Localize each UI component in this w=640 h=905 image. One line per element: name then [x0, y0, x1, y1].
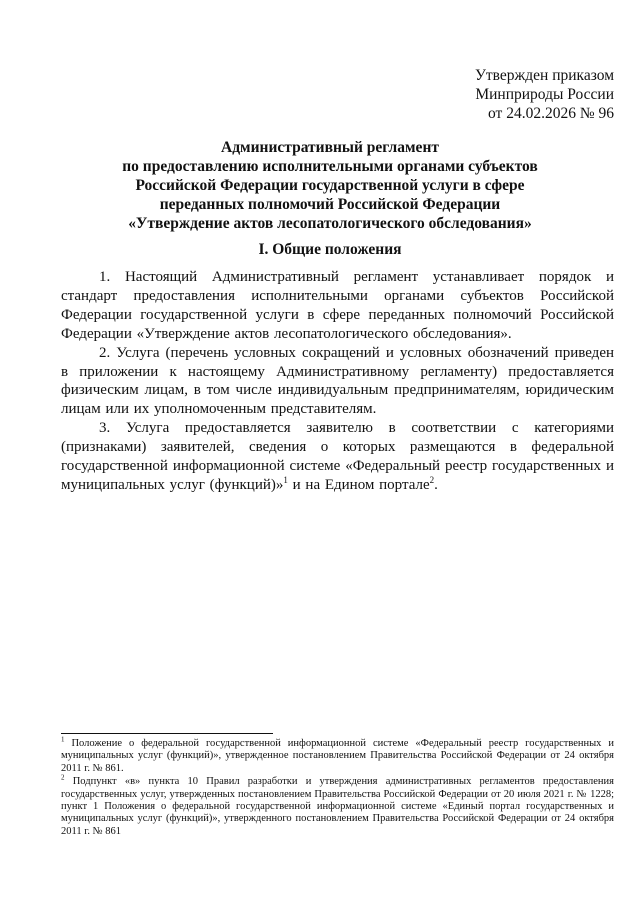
paragraph-3-text: и на Едином портале	[287, 476, 430, 493]
title-line: переданных полномочий Российской Федерации	[159, 196, 501, 213]
paragraph-3	[61, 419, 614, 495]
title-line: Административный регламент	[221, 139, 439, 156]
approval-date-line: от 24.02.2026 № 96	[488, 105, 614, 122]
paragraph-3-text: 3. Услуга предоставляется заявителю в соответствии с категориями (признаками) заявителей, сведения о которых размещаются в федеральной государственной информационной системе «Федеральный реестр государственных и муниципальных услуг (функций)»	[61, 420, 614, 493]
title-line: «Утверждение актов лесопатологического обследования»	[128, 215, 532, 232]
paragraph-1: 1. Настоящий Административный регламент устанавливает порядок и стандарт предоставления исполнительными органами субъектов Российской Федерации государственной услуги в сфере переданных полномочий Российской Федерации «Утверждение актов лесопатологического обследования».	[61, 269, 614, 342]
footnote-2	[61, 773, 614, 838]
section-heading: I. Общие положения	[258, 241, 402, 258]
approval-line: Минприроды России	[475, 86, 614, 103]
approval-block	[475, 66, 614, 123]
footnote-text: Положение о федеральной государственной информационной системе «Федеральный реестр государственных и муниципальных услуг (функций)», утвержденное постановлением Правительства Российской Федерации от 24 октября 2011 г. № 861.	[61, 738, 614, 774]
body-text	[61, 268, 614, 495]
footnote-ref-2: 2	[429, 474, 435, 485]
footnote-divider	[61, 733, 273, 734]
title-line: по предоставлению исполнительными органами субъектов	[122, 158, 538, 175]
footnote-1	[61, 735, 614, 775]
footnote-ref-1: 1	[283, 474, 288, 485]
title-line: Российской Федерации государственной услуги в сфере	[135, 177, 525, 194]
footnote-mark: 2	[61, 773, 65, 782]
approval-line: Утвержден приказом	[474, 67, 614, 84]
footnote-text: Подпункт «в» пункта 10 Правил разработки и утверждения административных регламентов предоставления государственных услуг, утвержденных постановлением Правительства Российской Федерации от 20 июля 2021 г. № 1228; пункт 1 Положения о федеральной государственной информационной системе «Единый портал государственных и муниципальных услуг (функций)», утвержденного постановлением Правительства Российской Федерации от 24 октября 2011 г. № 861	[61, 776, 614, 837]
paragraph-3-text: .	[434, 476, 438, 493]
footnotes	[61, 735, 614, 839]
footnote-mark: 1	[61, 735, 65, 744]
paragraph-2: 2. Услуга (перечень условных сокращений и условных обозначений приведен в приложении к настоящему Административному регламенту) предоставляется физическим лицам, в том числе индивидуальным предпринимателям, юридическим лицам или их уполномоченным представителям.	[61, 344, 614, 418]
document-title	[60, 138, 600, 233]
